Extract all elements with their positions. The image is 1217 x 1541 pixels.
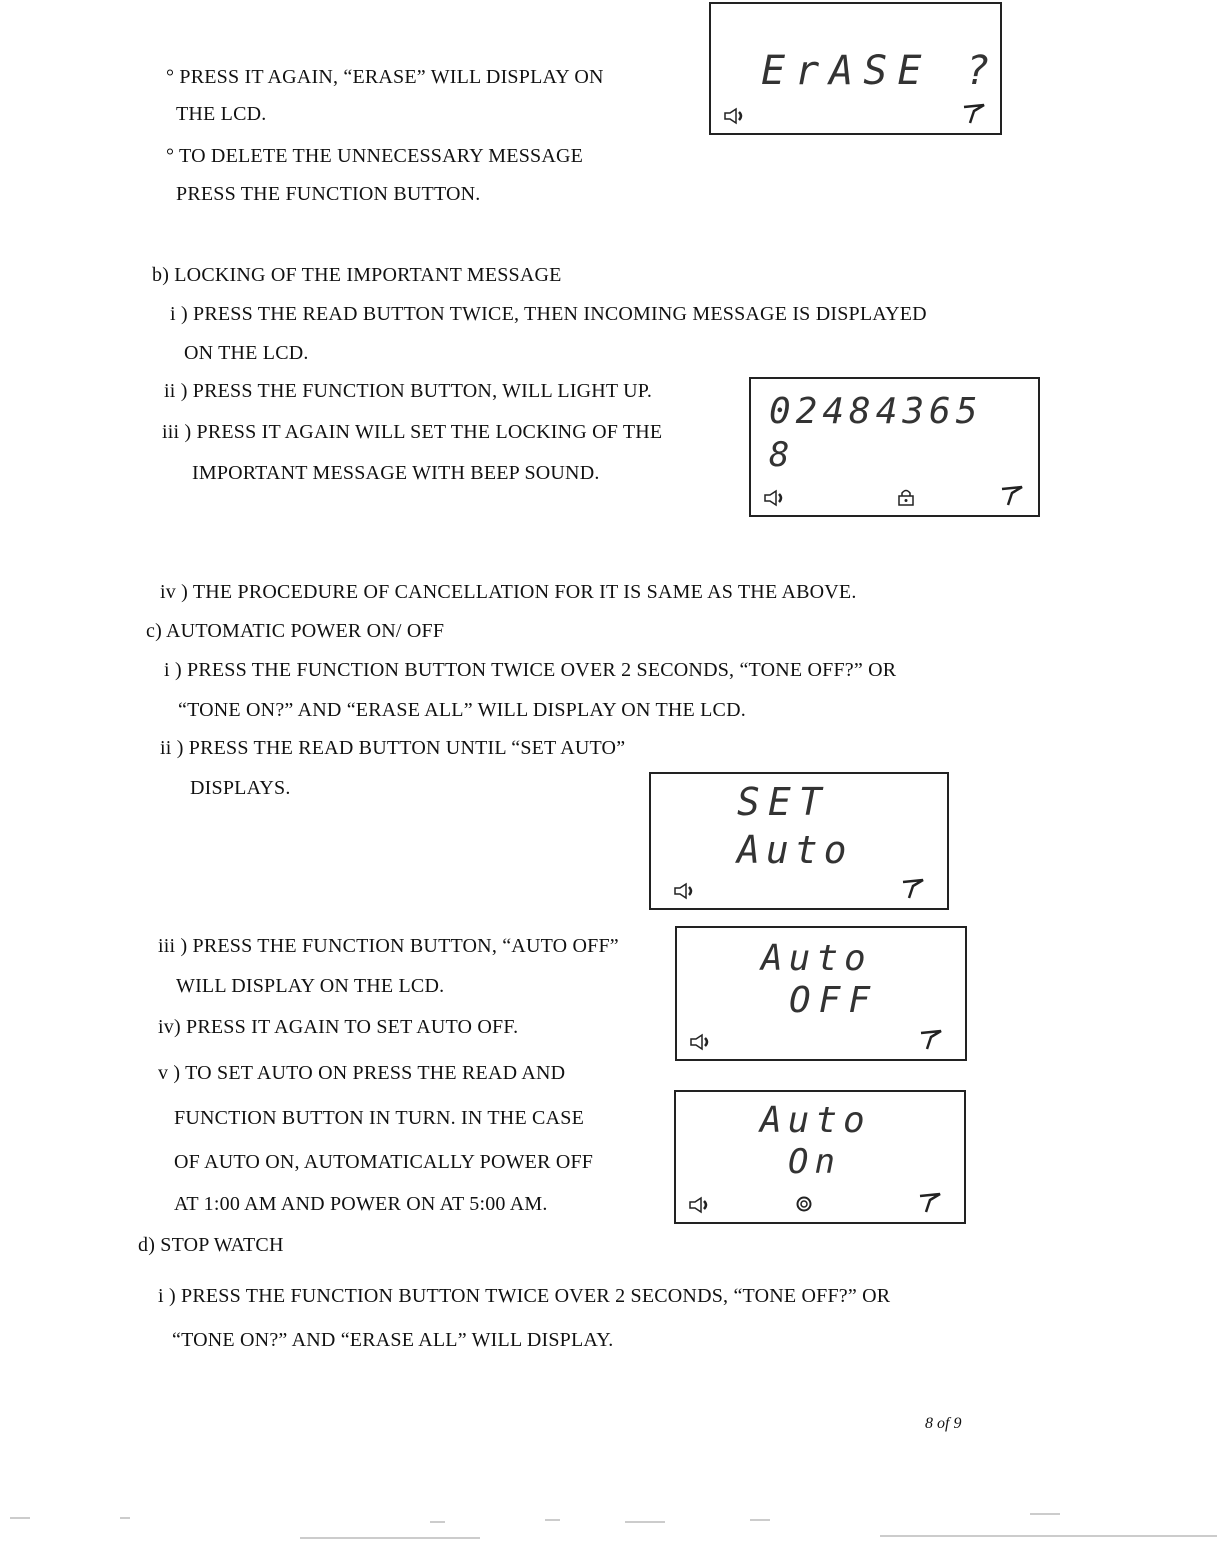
text-line: v ) TO SET AUTO ON PRESS THE READ AND — [158, 1062, 566, 1084]
text-line: FUNCTION BUTTON IN TURN. IN THE CASE — [174, 1107, 584, 1129]
lcd-text: Auto — [737, 828, 853, 872]
lcd-text: 02484365 — [769, 391, 983, 432]
page-number: 8 of 9 — [925, 1415, 962, 1432]
alarm-ring-icon — [796, 1196, 812, 1212]
text-line: ° PRESS IT AGAIN, “ERASE” WILL DISPLAY ON — [166, 66, 604, 88]
speaker-icon — [763, 489, 785, 507]
text-line: ii ) PRESS THE FUNCTION BUTTON, WILL LIGHT UP. — [164, 380, 653, 402]
antenna-icon — [901, 878, 925, 900]
text-line: PRESS THE FUNCTION BUTTON. — [176, 183, 481, 205]
section-heading: d) STOP WATCH — [138, 1234, 284, 1256]
lock-icon — [897, 487, 915, 507]
speaker-icon — [673, 882, 695, 900]
text-line: IMPORTANT MESSAGE WITH BEEP SOUND. — [192, 462, 600, 484]
antenna-icon — [918, 1192, 942, 1214]
text-line: AT 1:00 AM AND POWER ON AT 5:00 AM. — [174, 1193, 548, 1215]
text-line: iv ) THE PROCEDURE OF CANCELLATION FOR IT IS SAME AS THE ABOVE. — [160, 581, 857, 603]
text-line: ON THE LCD. — [184, 342, 309, 364]
antenna-icon — [1000, 485, 1024, 507]
text-line: OF AUTO ON, AUTOMATICALLY POWER OFF — [174, 1151, 594, 1173]
lcd-text: Auto — [760, 1100, 871, 1141]
lcd-display-auto-on — [674, 1090, 966, 1224]
lcd-display-erase — [709, 2, 1002, 135]
speaker-icon — [723, 107, 745, 125]
lcd-text: Auto — [761, 938, 872, 979]
text-line: DISPLAYS. — [190, 777, 291, 799]
lcd-display-set-auto — [649, 772, 949, 910]
lcd-text: On — [788, 1142, 841, 1182]
text-line: “TONE ON?” AND “ERASE ALL” WILL DISPLAY ON THE LCD. — [178, 699, 746, 721]
lcd-text: ErASE ? — [761, 48, 1000, 94]
text-line: iii ) PRESS IT AGAIN WILL SET THE LOCKING OF THE — [162, 421, 663, 443]
lcd-display-auto-off — [675, 926, 967, 1061]
text-line: i ) PRESS THE READ BUTTON TWICE, THEN INCOMING MESSAGE IS DISPLAYED — [170, 303, 927, 325]
lcd-text: SET — [737, 780, 830, 824]
text-line: ° TO DELETE THE UNNECESSARY MESSAGE — [166, 145, 584, 167]
text-line: iv) PRESS IT AGAIN TO SET AUTO OFF. — [158, 1016, 519, 1038]
antenna-icon — [962, 103, 986, 125]
lcd-text: OFF — [789, 980, 879, 1021]
scan-noise — [0, 1500, 1217, 1541]
speaker-icon — [688, 1196, 710, 1214]
antenna-icon — [919, 1029, 943, 1051]
lcd-display-number — [749, 377, 1040, 517]
text-line: i ) PRESS THE FUNCTION BUTTON TWICE OVER 2 SECONDS, “TONE OFF?” OR — [158, 1285, 891, 1307]
text-line: i ) PRESS THE FUNCTION BUTTON TWICE OVER 2 SECONDS, “TONE OFF?” OR — [164, 659, 897, 681]
section-heading: c) AUTOMATIC POWER ON/ OFF — [146, 620, 445, 642]
speaker-icon — [689, 1033, 711, 1051]
text-line: WILL DISPLAY ON THE LCD. — [176, 975, 445, 997]
lcd-text: 8 — [769, 435, 790, 475]
section-heading: b) LOCKING OF THE IMPORTANT MESSAGE — [152, 264, 562, 286]
text-line: “TONE ON?” AND “ERASE ALL” WILL DISPLAY. — [172, 1329, 614, 1351]
text-line: ii ) PRESS THE READ BUTTON UNTIL “SET AUTO” — [160, 737, 626, 759]
text-line: THE LCD. — [176, 103, 267, 125]
text-line: iii ) PRESS THE FUNCTION BUTTON, “AUTO OFF” — [158, 935, 619, 957]
